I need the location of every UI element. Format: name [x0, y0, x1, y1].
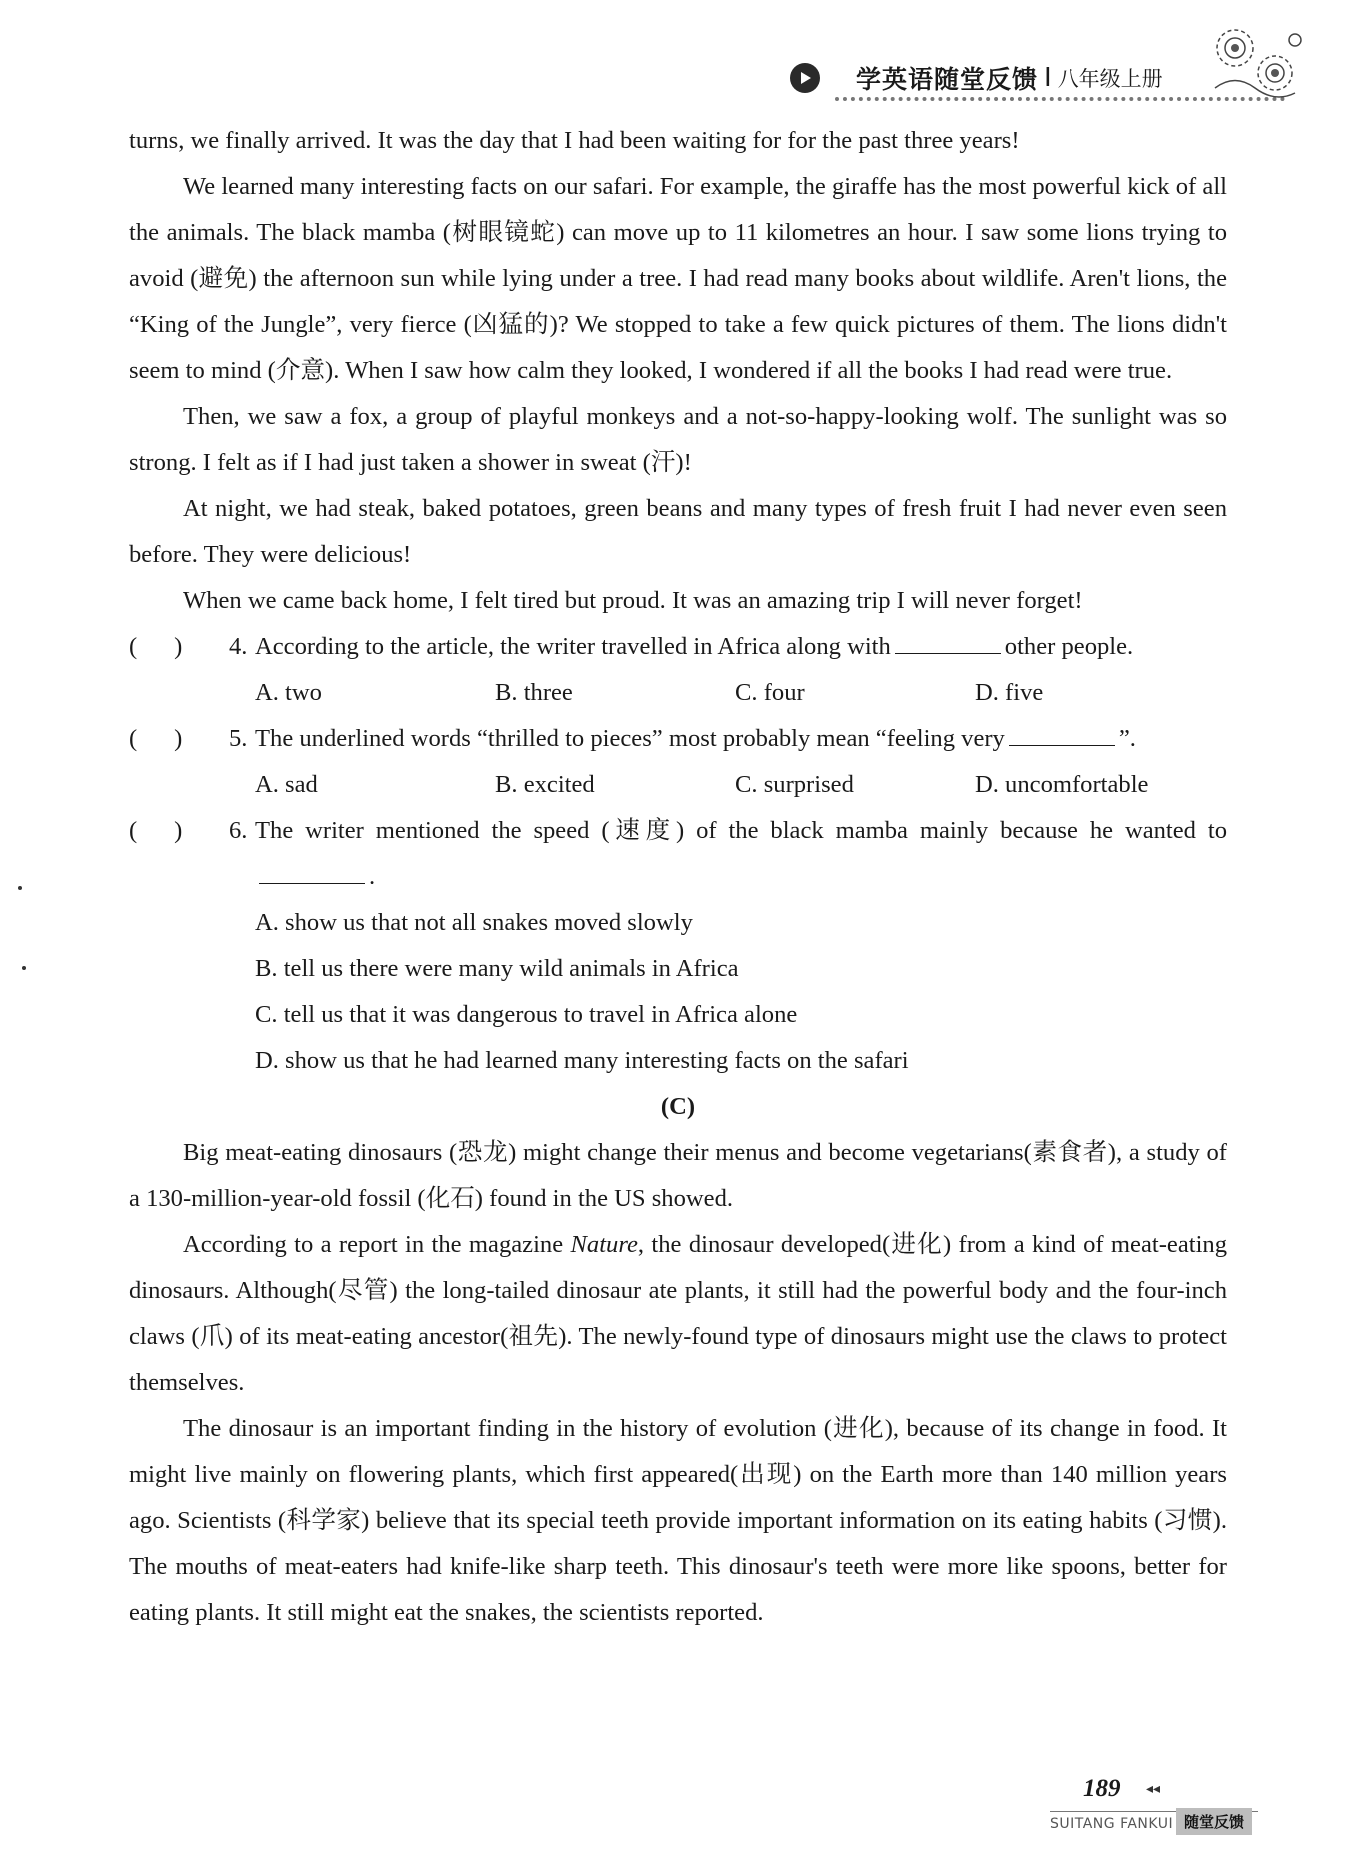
option-b[interactable]: B. three [495, 679, 573, 706]
option-b[interactable]: B. excited [495, 771, 595, 798]
paragraph [129, 1222, 1227, 1406]
margin-mark [22, 966, 26, 970]
question-stem-end: other people. [1004, 633, 1134, 660]
question-stem-end: . [369, 863, 376, 890]
question-stem: The underlined words “thrilled to pieces” most probably mean “feeling very [255, 725, 1005, 752]
answer-paren[interactable]: ( ) [129, 633, 183, 660]
question-text [255, 716, 1227, 762]
answer-paren[interactable]: ( ) [129, 817, 183, 844]
double-arrow-icon: ◂◂ [1146, 1781, 1161, 1797]
question-4 [129, 624, 1227, 670]
question-stem: According to the article, the writer travelled in Africa along with [255, 633, 891, 660]
magazine-name: Nature [570, 1231, 638, 1258]
question-6 [129, 808, 1227, 900]
margin-mark [18, 886, 22, 890]
play-circle-icon [790, 63, 820, 93]
header-separator: Ⅰ [1044, 63, 1052, 92]
page-body [129, 118, 1227, 1636]
footer-brand: SUITANG FANKUI [1050, 1816, 1174, 1832]
option-d[interactable]: D. uncomfortable [975, 771, 1149, 798]
question-5 [129, 716, 1227, 762]
question-number: 6. [229, 817, 248, 844]
option-c[interactable]: C. four [735, 679, 805, 706]
flower-ornament-icon [1195, 18, 1315, 108]
options-row [255, 762, 1227, 808]
option-a[interactable]: A. show us that not all snakes moved slowly [255, 909, 693, 936]
paragraph: turns, we finally arrived. It was the day that I had been waiting for for the past three years! [129, 127, 1020, 154]
section-title: (C) [660, 1093, 696, 1120]
options-row [255, 670, 1227, 716]
question-text [255, 808, 1227, 900]
page-number: 189 [1083, 1775, 1121, 1802]
answer-blank[interactable] [259, 863, 365, 884]
question-text [255, 624, 1227, 670]
book-title: 学英语随堂反馈 [856, 65, 1039, 94]
question-number: 4. [229, 633, 248, 660]
paragraph: When we came back home, I felt tired but proud. It was an amazing trip I will never forget! [183, 587, 1083, 614]
paragraph: The dinosaur is an important finding in the history of evolution (进化), because of its change in food. It might live mainly on flowering plants, which first appeared(出现) on the Earth more than 140 million years ago. Scientists (科学家) believe that its special teeth provide important information on its eating habits (习惯). The mouths of meat-eaters had knife-like sharp teeth. This dinosaur's teeth were more like spoons, better for eating plants. It still might eat the snakes, the scientists reported. [129, 1415, 1227, 1626]
text-run: According to a report in the magazine [183, 1231, 564, 1258]
paragraph: At night, we had steak, baked potatoes, green beans and many types of fresh fruit I had never even seen before. They were delicious! [129, 495, 1227, 568]
option-d[interactable]: D. five [975, 679, 1044, 706]
paragraph: Then, we saw a fox, a group of playful monkeys and a not-so-happy-looking wolf. The sunlight was so strong. I felt as if I had just taken a shower in sweat (汗)! [129, 403, 1227, 476]
question-stem-end: ”. [1118, 725, 1136, 752]
question-number: 5. [229, 725, 248, 752]
answer-blank[interactable] [895, 633, 1001, 654]
footer-badge: 随堂反馈 [1176, 1808, 1252, 1835]
option-c[interactable]: C. surprised [735, 771, 854, 798]
text-run: , the dinosaur developed(进化) from a kind of meat-eating dinosaurs. Although(尽管) the long-tailed dinosaur ate plants, it still had the powerful body and the four-inch claws (爪) of its meat-eating ancestor(祖先). The newly-found type of dinosaurs might use the claws to protect themselves. [129, 1231, 1227, 1396]
option-a[interactable]: A. sad [255, 771, 318, 798]
question-stem: The writer mentioned the speed (速度) of the black mamba mainly because he wanted to [255, 817, 1227, 844]
grade-label: 八年级上册 [1057, 67, 1163, 91]
option-a[interactable]: A. two [255, 679, 322, 706]
answer-paren[interactable]: ( ) [129, 725, 183, 752]
option-c[interactable]: C. tell us that it was dangerous to travel in Africa alone [255, 1001, 798, 1028]
paragraph: We learned many interesting facts on our safari. For example, the giraffe has the most powerful kick of all the animals. The black mamba (树眼镜蛇) can move up to 11 kilometres an hour. I saw some lions trying to avoid (避免) the afternoon sun while lying under a tree. I had read many books about wildlife. Aren't lions, the “King of the Jungle”, very fierce (凶猛的)? We stopped to take a few quick pictures of them. The lions didn't seem to mind (介意). When I saw how calm they looked, I wondered if all the books I had read were true. [129, 173, 1227, 384]
paragraph: Big meat-eating dinosaurs (恐龙) might change their menus and become vegetarians(素食者), a study of a 130-million-year-old fossil (化石) found in the US showed. [129, 1139, 1227, 1212]
answer-blank[interactable] [1009, 725, 1115, 746]
option-d[interactable]: D. show us that he had learned many interesting facts on the safari [255, 1047, 909, 1074]
option-b[interactable]: B. tell us there were many wild animals in Africa [255, 955, 739, 982]
